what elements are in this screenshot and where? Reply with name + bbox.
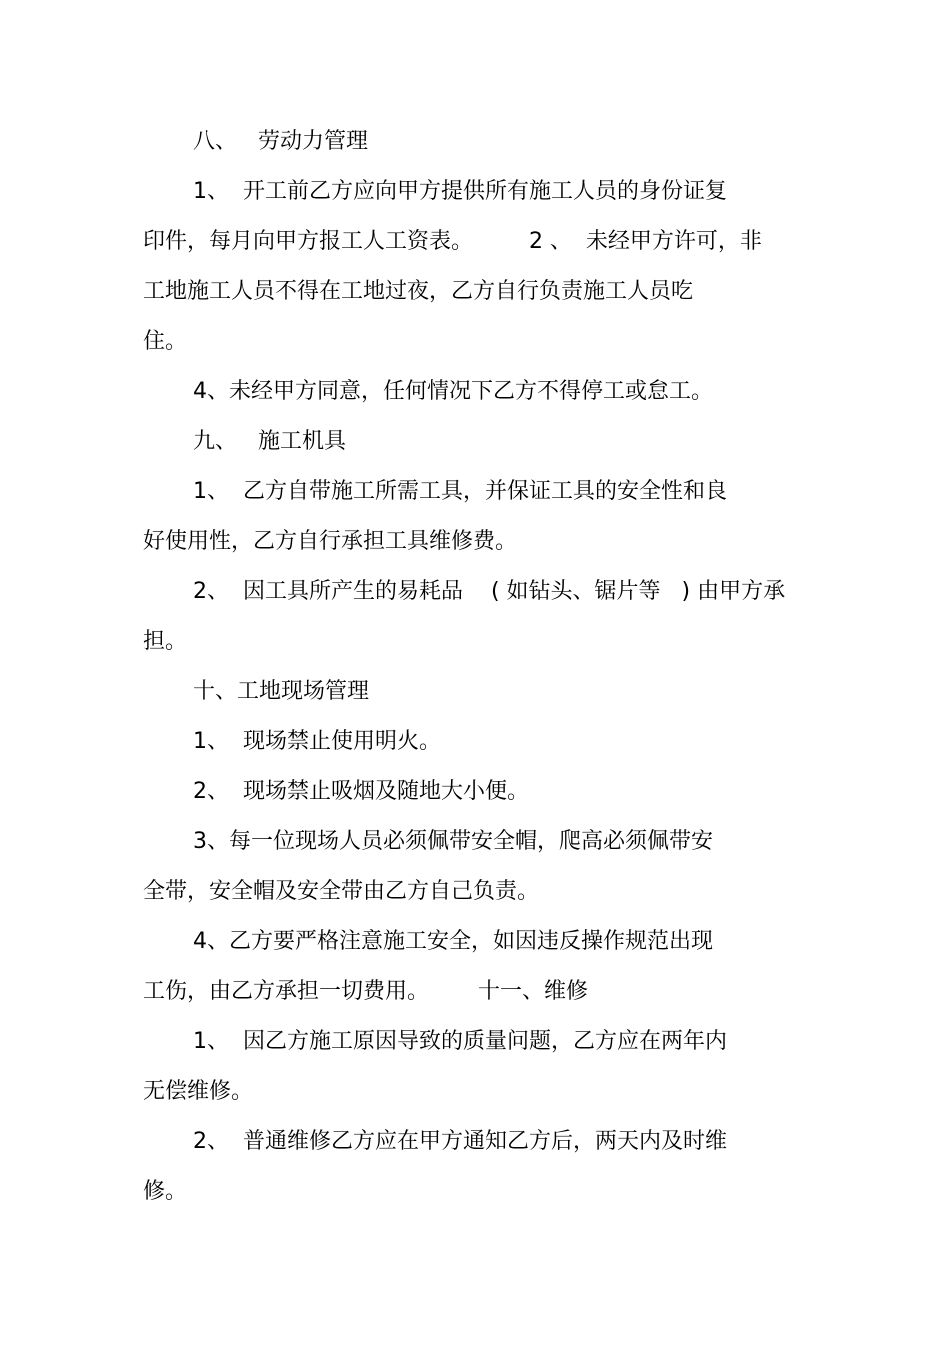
paragraph-line: 好使用性，乙方自行承担工具维修费。 — [143, 529, 518, 554]
paragraph-line: 全带，安全帽及安全带由乙方自己负责。 — [143, 879, 540, 904]
paragraph-line: 工地施工人员不得在工地过夜，乙方自行负责施工人员吃 — [143, 279, 694, 304]
paragraph-line: 工伤，由乙方承担一切费用。 十一、维修 — [143, 979, 588, 1004]
paragraph-line: 1、 现场禁止使用明火。 — [193, 729, 441, 754]
paragraph-line: 修。 — [143, 1179, 188, 1204]
paragraph-line: 1、 因乙方施工原因导致的质量问题，乙方应在两年内 — [193, 1029, 727, 1054]
paragraph-line: 住。 — [143, 329, 188, 354]
paragraph-line: 4、乙方要严格注意施工安全，如因违反操作规范出现 — [193, 929, 713, 954]
paragraph-line: 2、 因工具所产生的易耗品 ( 如钻头、锯片等 ) 由甲方承 — [193, 579, 786, 604]
paragraph-line: 4、未经甲方同意，任何情况下乙方不得停工或怠工。 — [193, 379, 713, 404]
section-heading-labor: 八、 劳动力管理 — [193, 129, 368, 154]
paragraph-line: 1、 乙方自带施工所需工具，并保证工具的安全性和良 — [193, 479, 727, 504]
section-heading-site: 十、工地现场管理 — [193, 679, 370, 704]
paragraph-line: 无偿维修。 — [143, 1079, 254, 1104]
paragraph-line: 2、 普通维修乙方应在甲方通知乙方后，两天内及时维 — [193, 1129, 727, 1154]
paragraph-line: 2、 现场禁止吸烟及随地大小便。 — [193, 779, 529, 804]
paragraph-line: 1、 开工前乙方应向甲方提供所有施工人员的身份证复 — [193, 179, 727, 204]
paragraph-line: 3、每一位现场人员必须佩带安全帽，爬高必须佩带安 — [193, 829, 713, 854]
paragraph-line: 担。 — [143, 629, 188, 654]
paragraph-line: 印件，每月向甲方报工人工资表。 2 、 未经甲方许可，非 — [143, 229, 762, 254]
section-heading-tools: 九、 施工机具 — [193, 429, 346, 454]
